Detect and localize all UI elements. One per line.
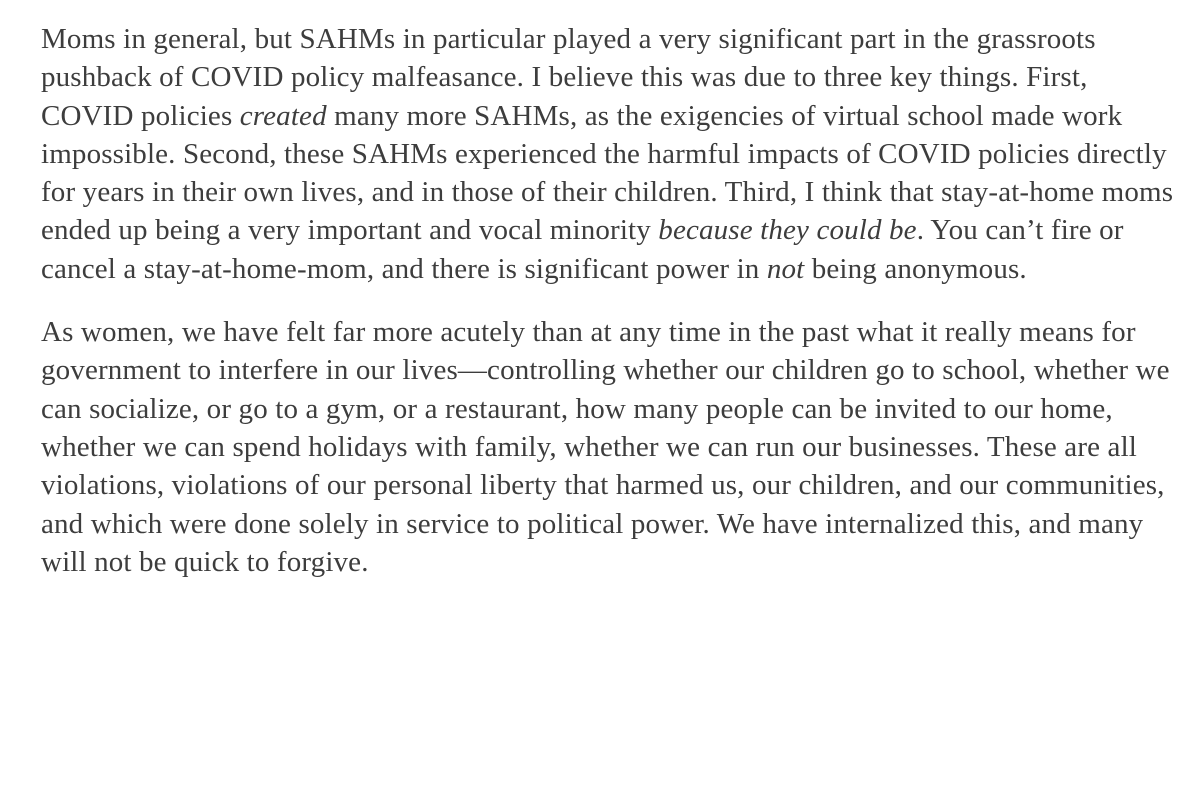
paragraph-1-text: being anonymous. xyxy=(804,252,1027,285)
paragraph-1-text: . You can’t fire or cancel a stay-at-home-mom, and there is significant power in xyxy=(41,214,1124,285)
paragraph-1-text: Moms in general, but SAHMs in particular played a very significant part in the grassroots pushback of COVID policy malfeasance. I believe this was due to three key things. First, COVID policies xyxy=(41,23,1096,132)
emphasis-created: created xyxy=(239,99,327,132)
paragraph-2: As women, we have felt far more acutely than at any time in the past what it really means for government to interfere in our lives—controlling whether our children go to school, whether we can socialize, or go to a gym, or a restaurant, how many people can be invited to our home, whether we can spend holidays with family, whether we can run our businesses. These are all violations, violations of our personal liberty that harmed us, our children, and our communities, and which were done solely in service to political power. We have internalized this, and many will not be quick to forgive. xyxy=(41,316,1170,578)
paragraph-1-text: many more SAHMs, as the exigencies of virtual school made work impossible. Second, these SAHMs experienced the harmful impacts of COVID policies directly for years in their own lives, and in those of their children. Third, I think that stay-at-home moms ended up being a very important and vocal minority xyxy=(41,99,1174,247)
emphasis-not: not xyxy=(766,252,805,285)
paragraph-1 xyxy=(41,20,1182,288)
emphasis-because-they-could-be: because they could be xyxy=(658,214,917,247)
